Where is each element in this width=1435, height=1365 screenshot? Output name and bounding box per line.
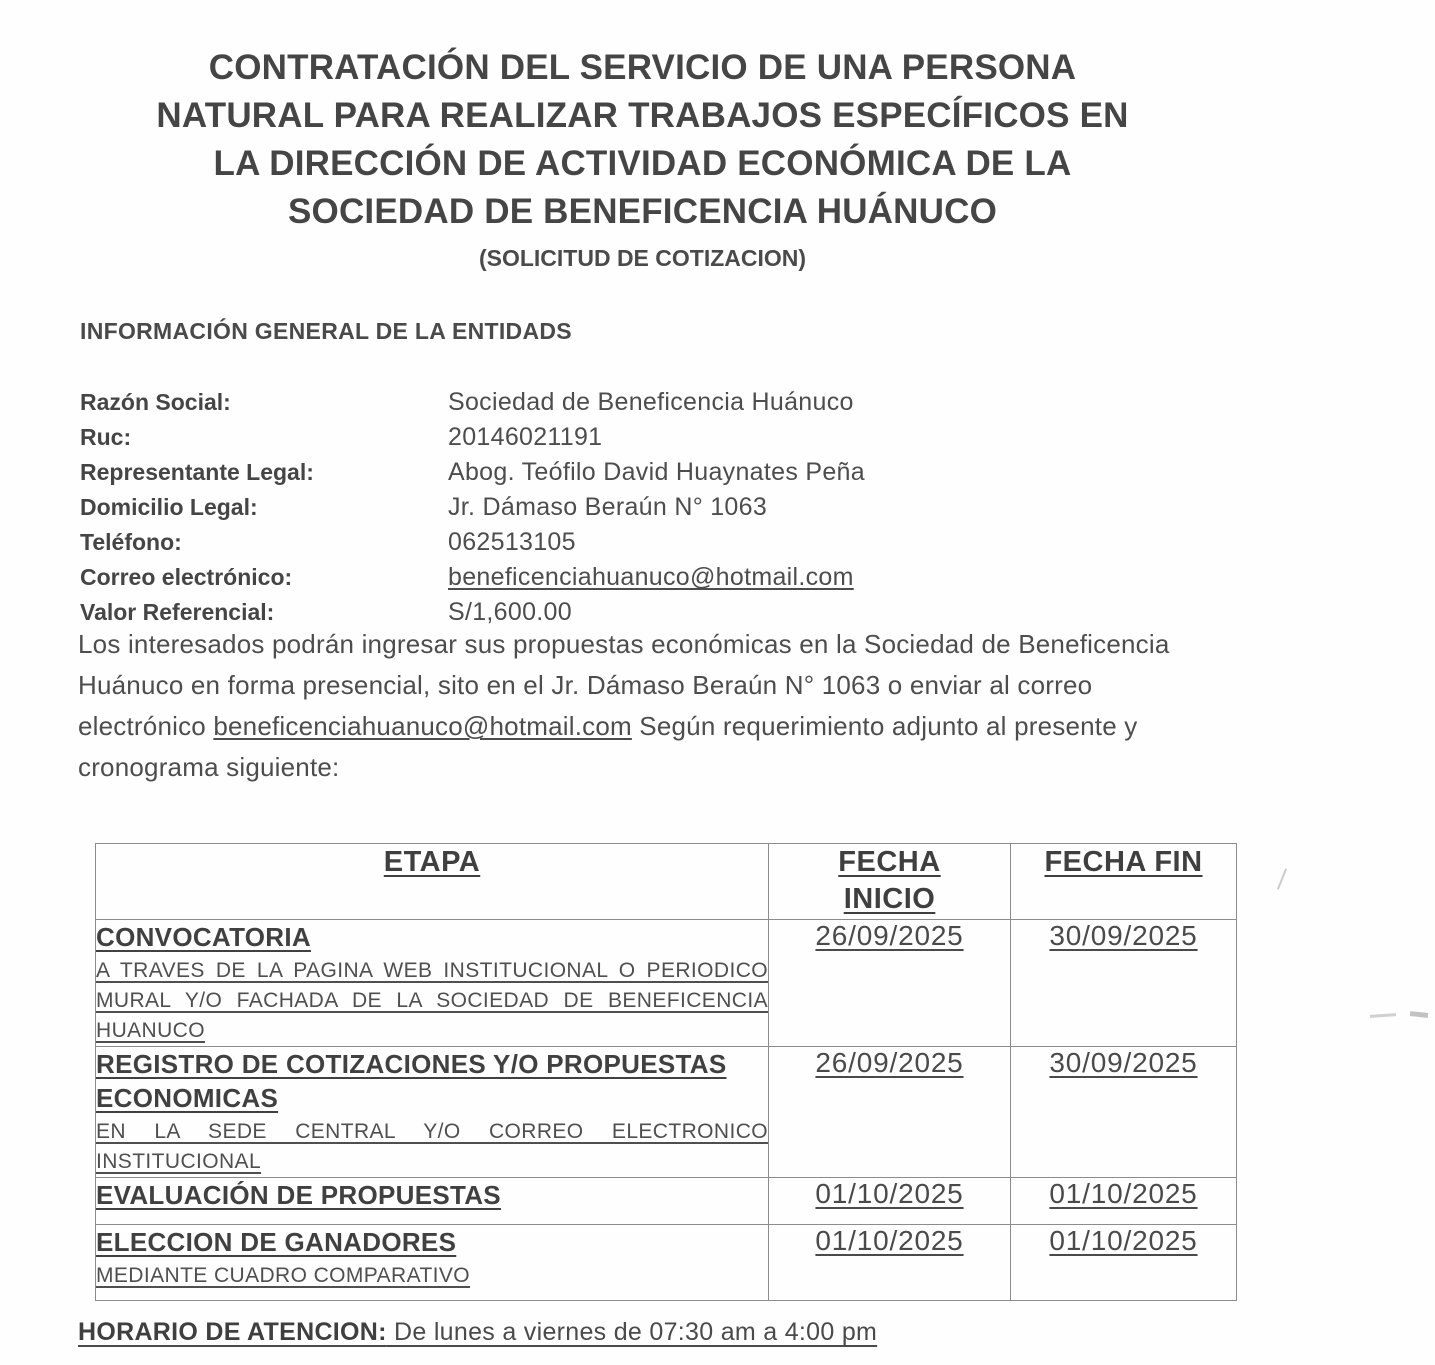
date-value: 01/10/2025 (1049, 1225, 1198, 1256)
info-value-ruc: 20146021191 (448, 423, 603, 451)
etapa-subtext-registro: EN LA SEDE CENTRAL Y/O CORREO ELECTRONICO INSTITUCIONAL (96, 1120, 768, 1173)
title-line-1: CONTRATACIÓN DEL SERVICIO DE UNA PERSONA (208, 48, 1077, 87)
info-label-domicilio-legal: Domicilio Legal: (80, 494, 258, 520)
date-value: 26/09/2025 (815, 1047, 964, 1078)
cell-fecha-fin-convocatoria (1011, 920, 1237, 1047)
info-row (80, 388, 1200, 423)
footer-value: De lunes a viernes de 07:30 am a 4:00 pm (386, 1318, 878, 1346)
info-value-telefono: 062513105 (448, 528, 576, 556)
attention-hours-footer (78, 1318, 877, 1347)
header-label-etapa: ETAPA (383, 846, 481, 878)
info-value-representante-legal: Abog. Teófilo David Huaynates Peña (448, 458, 865, 486)
schedule-table (95, 843, 1237, 1301)
table-row (96, 920, 1237, 1047)
etapa-title-evaluacion: EVALUACIÓN DE PROPUESTAS (96, 1180, 501, 1210)
etapa-title-registro: REGISTRO DE COTIZACIONES Y/O PROPUESTAS ECONOMICAS (96, 1049, 727, 1113)
table-header-row (96, 844, 1237, 920)
info-value-correo-electronico[interactable]: beneficenciahuanuco@hotmail.com (448, 563, 854, 591)
info-row (80, 528, 1200, 563)
etapa-subtext-convocatoria: A TRAVES DE LA PAGINA WEB INSTITUCIONAL O PERIODICO MURAL Y/O FACHADA DE LA SOCIEDAD DE BENEFICENCIA HUANUCO (96, 959, 768, 1042)
header-label-fecha: FECHA (838, 846, 941, 878)
info-row (80, 458, 1200, 493)
paragraph-text-part1: Los interesados podrán ingresar sus propuestas económicas en la Sociedad de Beneficencia Huánuco en forma presencial, sito en el Jr. Dámaso Beraún N° 1063 o enviar al correo electrónico (78, 629, 1170, 741)
cell-etapa-eleccion (96, 1225, 769, 1301)
document-subtitle: (SOLICITUD DE COTIZACION) (478, 245, 807, 271)
table-row (96, 1225, 1237, 1301)
title-line-3: LA DIRECCIÓN DE ACTIVIDAD ECONÓMICA DE LA (213, 144, 1072, 183)
cell-fecha-inicio-eleccion (769, 1225, 1011, 1301)
info-label-representante-legal: Representante Legal: (80, 459, 314, 485)
scan-artifact-mark (1277, 868, 1287, 889)
header-cell-fecha-inicio (769, 844, 1011, 920)
document-title-block (90, 44, 1195, 276)
cell-fecha-inicio-evaluacion (769, 1178, 1011, 1225)
header-cell-fecha-fin (1011, 844, 1237, 920)
date-value: 01/10/2025 (815, 1178, 964, 1209)
cell-fecha-fin-eleccion (1011, 1225, 1237, 1301)
date-value: 30/09/2025 (1049, 920, 1198, 951)
etapa-title-convocatoria: CONVOCATORIA (96, 922, 311, 952)
scan-artifact-mark (1370, 1013, 1396, 1018)
table-row (96, 1178, 1237, 1225)
info-row (80, 563, 1200, 598)
cell-fecha-fin-evaluacion (1011, 1178, 1237, 1225)
etapa-subtext-eleccion: MEDIANTE CUADRO COMPARATIVO (96, 1264, 471, 1287)
title-line-2: NATURAL PARA REALIZAR TRABAJOS ESPECÍFICOS EN (156, 96, 1129, 135)
cell-etapa-registro (96, 1047, 769, 1178)
footer-label: HORARIO DE ATENCION: (78, 1318, 387, 1346)
info-row (80, 493, 1200, 528)
section-heading-general-info: INFORMACIÓN GENERAL DE LA ENTIDADS (80, 318, 572, 344)
cell-etapa-convocatoria (96, 920, 769, 1047)
info-label-correo-electronico: Correo electrónico: (80, 564, 293, 590)
info-value-domicilio-legal: Jr. Dámaso Beraún N° 1063 (448, 493, 768, 521)
cell-fecha-fin-registro (1011, 1047, 1237, 1178)
header-label-inicio: INICIO (843, 883, 936, 915)
info-label-ruc: Ruc: (80, 424, 132, 450)
paragraph-text-part2: Según requerimiento adjunto al presente y cronograma siguiente: (78, 711, 1138, 782)
cell-fecha-inicio-convocatoria (769, 920, 1011, 1047)
date-value: 26/09/2025 (815, 920, 964, 951)
submission-instructions-paragraph (78, 624, 1193, 788)
cell-fecha-inicio-registro (769, 1047, 1011, 1178)
paragraph-email-link[interactable]: beneficenciahuanuco@hotmail.com (213, 711, 632, 741)
cell-etapa-evaluacion (96, 1178, 769, 1225)
etapa-title-eleccion: ELECCION DE GANADORES (96, 1227, 457, 1257)
info-value-razon-social: Sociedad de Beneficencia Huánuco (448, 388, 854, 416)
date-value: 30/09/2025 (1049, 1047, 1198, 1078)
header-label-fecha-fin: FECHA FIN (1044, 846, 1203, 878)
info-row (80, 423, 1200, 458)
info-value-valor-referencial: S/1,600.00 (448, 598, 572, 626)
entity-info-list (80, 388, 1200, 633)
info-label-telefono: Teléfono: (80, 529, 182, 555)
date-value: 01/10/2025 (815, 1225, 964, 1256)
header-cell-etapa (96, 844, 769, 920)
scan-artifact-mark (1410, 1011, 1428, 1018)
info-label-valor-referencial: Valor Referencial: (80, 599, 275, 625)
date-value: 01/10/2025 (1049, 1178, 1198, 1209)
info-label-razon-social: Razón Social: (80, 389, 231, 415)
title-line-4: SOCIEDAD DE BENEFICENCIA HUÁNUCO (287, 192, 998, 231)
table-row (96, 1047, 1237, 1178)
